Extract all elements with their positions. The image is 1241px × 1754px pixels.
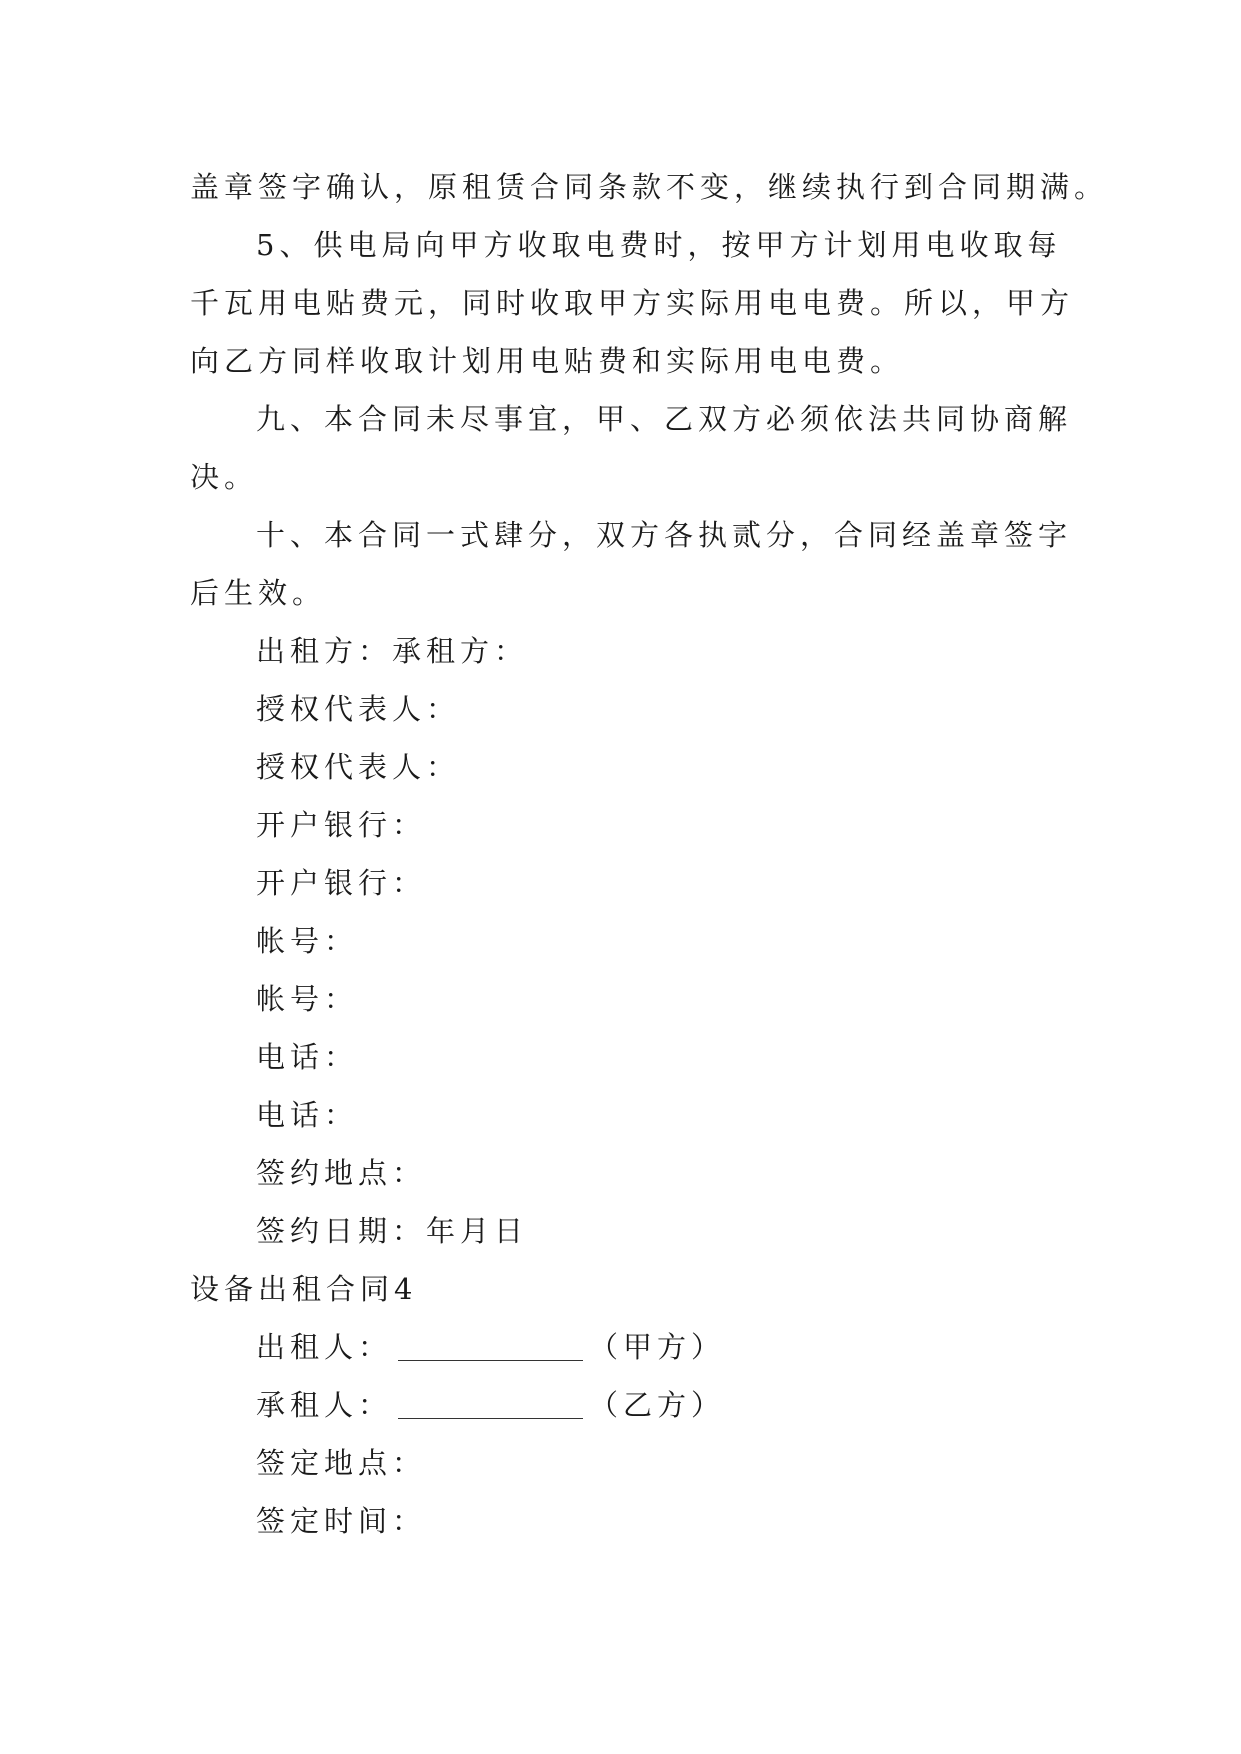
sign-time-line: 签定时间： [256, 1504, 427, 1538]
lessor-line [190, 1318, 1050, 1376]
lessee-line [190, 1376, 1050, 1434]
paragraph-line: 后生效。 [190, 576, 327, 610]
field-line: 签约地点： [256, 1156, 427, 1190]
section-title: 设备出租合同4 [190, 1272, 418, 1306]
paragraph-line: 十、本合同一式肆分，双方各执贰分，合同经盖章签字 [256, 518, 1073, 552]
paragraph-line: 九、本合同未尽事宜，甲、乙双方必须依法共同协商解 [256, 402, 1073, 436]
lessor-blank [398, 1359, 583, 1361]
party-line: 出租方：承租方： [256, 634, 529, 668]
field-line: 电话： [256, 1098, 359, 1132]
field-line: 开户银行： [256, 866, 427, 900]
paragraph-line: 决。 [190, 460, 259, 494]
paragraph-line: 向乙方同样收取计划用电贴费和实际用电电费。 [190, 344, 905, 378]
sign-place-line: 签定地点： [256, 1446, 427, 1480]
field-line: 授权代表人： [256, 750, 461, 784]
lessee-label: 承租人： [256, 1388, 393, 1422]
lessor-suffix: （甲方） [589, 1330, 726, 1364]
lessee-suffix: （乙方） [589, 1388, 726, 1422]
paragraph-line: 5、供电局向甲方收取电费时，按甲方计划用电收取每 [256, 228, 1062, 262]
lessee-blank [398, 1417, 583, 1419]
lessor-label: 出租人： [256, 1330, 393, 1364]
field-line: 开户银行： [256, 808, 427, 842]
field-line: 帐号： [256, 982, 359, 1016]
field-line: 授权代表人： [256, 692, 461, 726]
paragraph-line: 千瓦用电贴费元，同时收取甲方实际用电电费。所以，甲方 [190, 286, 1075, 320]
field-line: 签约日期：年月日 [256, 1214, 529, 1248]
document-page [190, 158, 1109, 1550]
paragraph-line: 盖章签字确认，原租赁合同条款不变，继续执行到合同期满。 [190, 170, 1109, 204]
field-line: 帐号： [256, 924, 359, 958]
field-line: 电话： [256, 1040, 359, 1074]
